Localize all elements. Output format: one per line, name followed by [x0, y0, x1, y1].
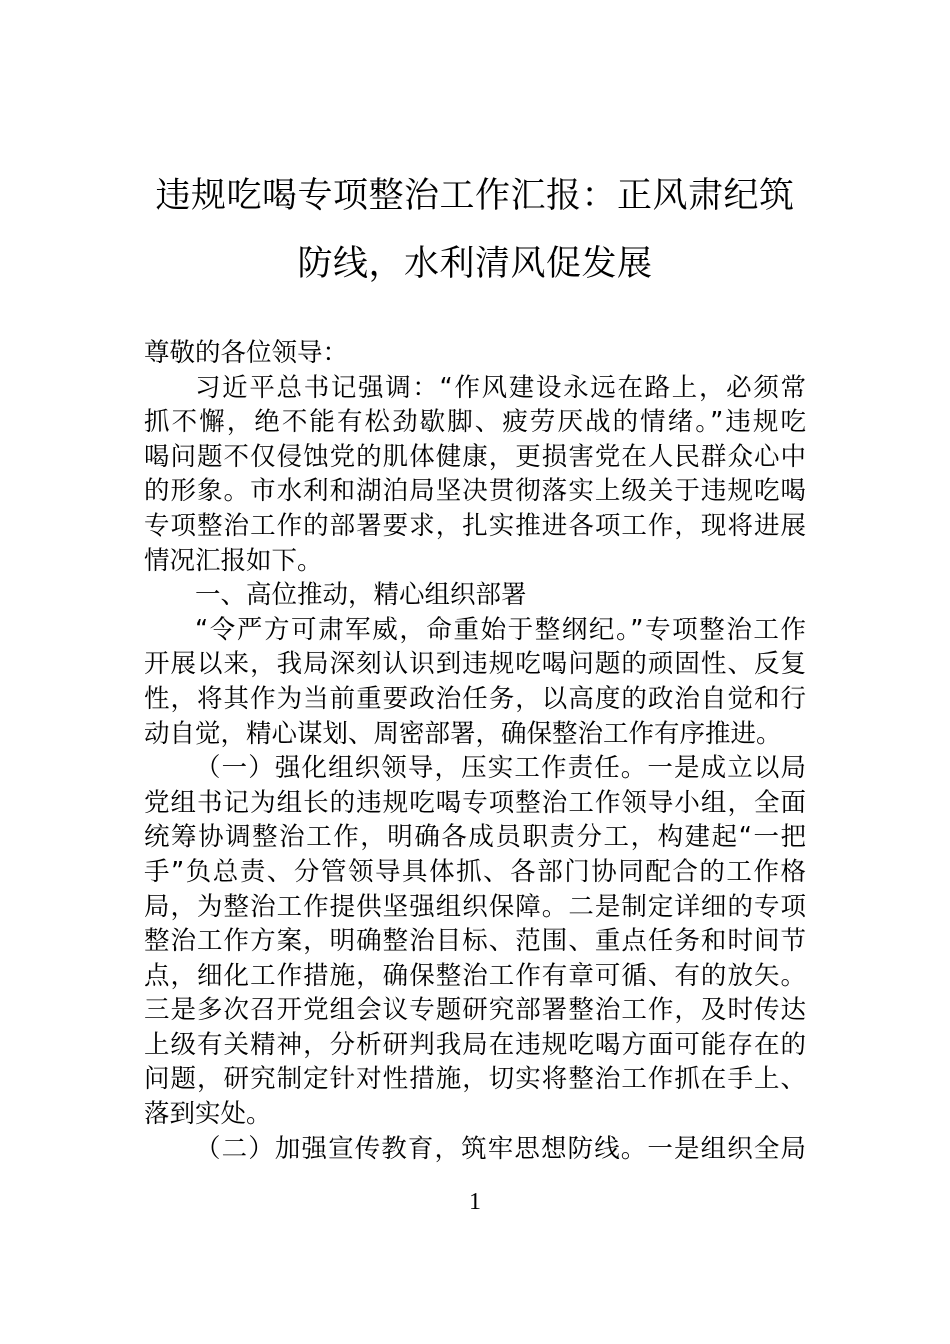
body-line: 党组书记为组长的违规吃喝专项整治工作领导小组，全面 [144, 787, 806, 818]
body-line: 点，细化工作措施，确保整治工作有章可循、有的放矢。 [144, 960, 806, 991]
body-line: 尊敬的各位领导： [144, 338, 349, 368]
body-line: 统筹协调整治工作，明确各成员职责分工，构建起“一把 [144, 822, 806, 853]
body-line: 的形象。市水利和湖泊局坚决贯彻落实上级关于违规吃喝 [144, 476, 806, 507]
body-line: 落到实处。 [144, 1099, 272, 1130]
body-line: 上级有关精神，分析研判我局在违规吃喝方面可能存在的 [144, 1029, 806, 1060]
body-line: 开展以来，我局深刻认识到违规吃喝问题的顽固性、反复 [144, 649, 806, 680]
body-line: 整治工作方案，明确整治目标、范围、重点任务和时间节 [144, 926, 806, 957]
body-line: 局，为整治工作提供坚强组织保障。二是制定详细的专项 [144, 891, 806, 922]
document-title-line-2: 防线，水利清风促发展 [297, 244, 653, 284]
body-line: 问题，研究制定针对性措施，切实将整治工作抓在手上、 [144, 1064, 806, 1095]
body-line: 动自觉，精心谋划、周密部署，确保整治工作有序推进。 [144, 718, 782, 749]
body-line: （二）加强宣传教育，筑牢思想防线。一是组织全局 [195, 1133, 806, 1164]
body-line: 手”负总责、分管领导具体抓、各部门协同配合的工作格 [144, 856, 806, 887]
body-line: 喝问题不仅侵蚀党的肌体健康，更损害党在人民群众心中 [144, 441, 806, 472]
body-line: “令严方可肃军威，命重始于整纲纪。”专项整治工作 [195, 614, 806, 645]
body-line: 专项整治工作的部署要求，扎实推进各项工作，现将进展 [144, 510, 806, 541]
body-line: 一、高位推动，精心组织部署 [195, 580, 527, 611]
document-title-line-1: 违规吃喝专项整治工作汇报：正风肃纪筑 [155, 176, 795, 216]
page-number: 1 [469, 1189, 481, 1215]
body-line: 性，将其作为当前重要政治任务，以高度的政治自觉和行 [144, 683, 806, 714]
body-line: 三是多次召开党组会议专题研究部署整治工作，及时传达 [144, 995, 806, 1026]
body-line: （一）强化组织领导，压实工作责任。一是成立以局 [195, 753, 806, 784]
body-line: 抓不懈，绝不能有松劲歇脚、疲劳厌战的情绪。”违规吃 [144, 407, 806, 438]
body-line: 习近平总书记强调：“作风建设永远在路上，必须常 [195, 372, 806, 403]
body-line: 情况汇报如下。 [144, 545, 323, 576]
document-body [144, 336, 806, 1166]
